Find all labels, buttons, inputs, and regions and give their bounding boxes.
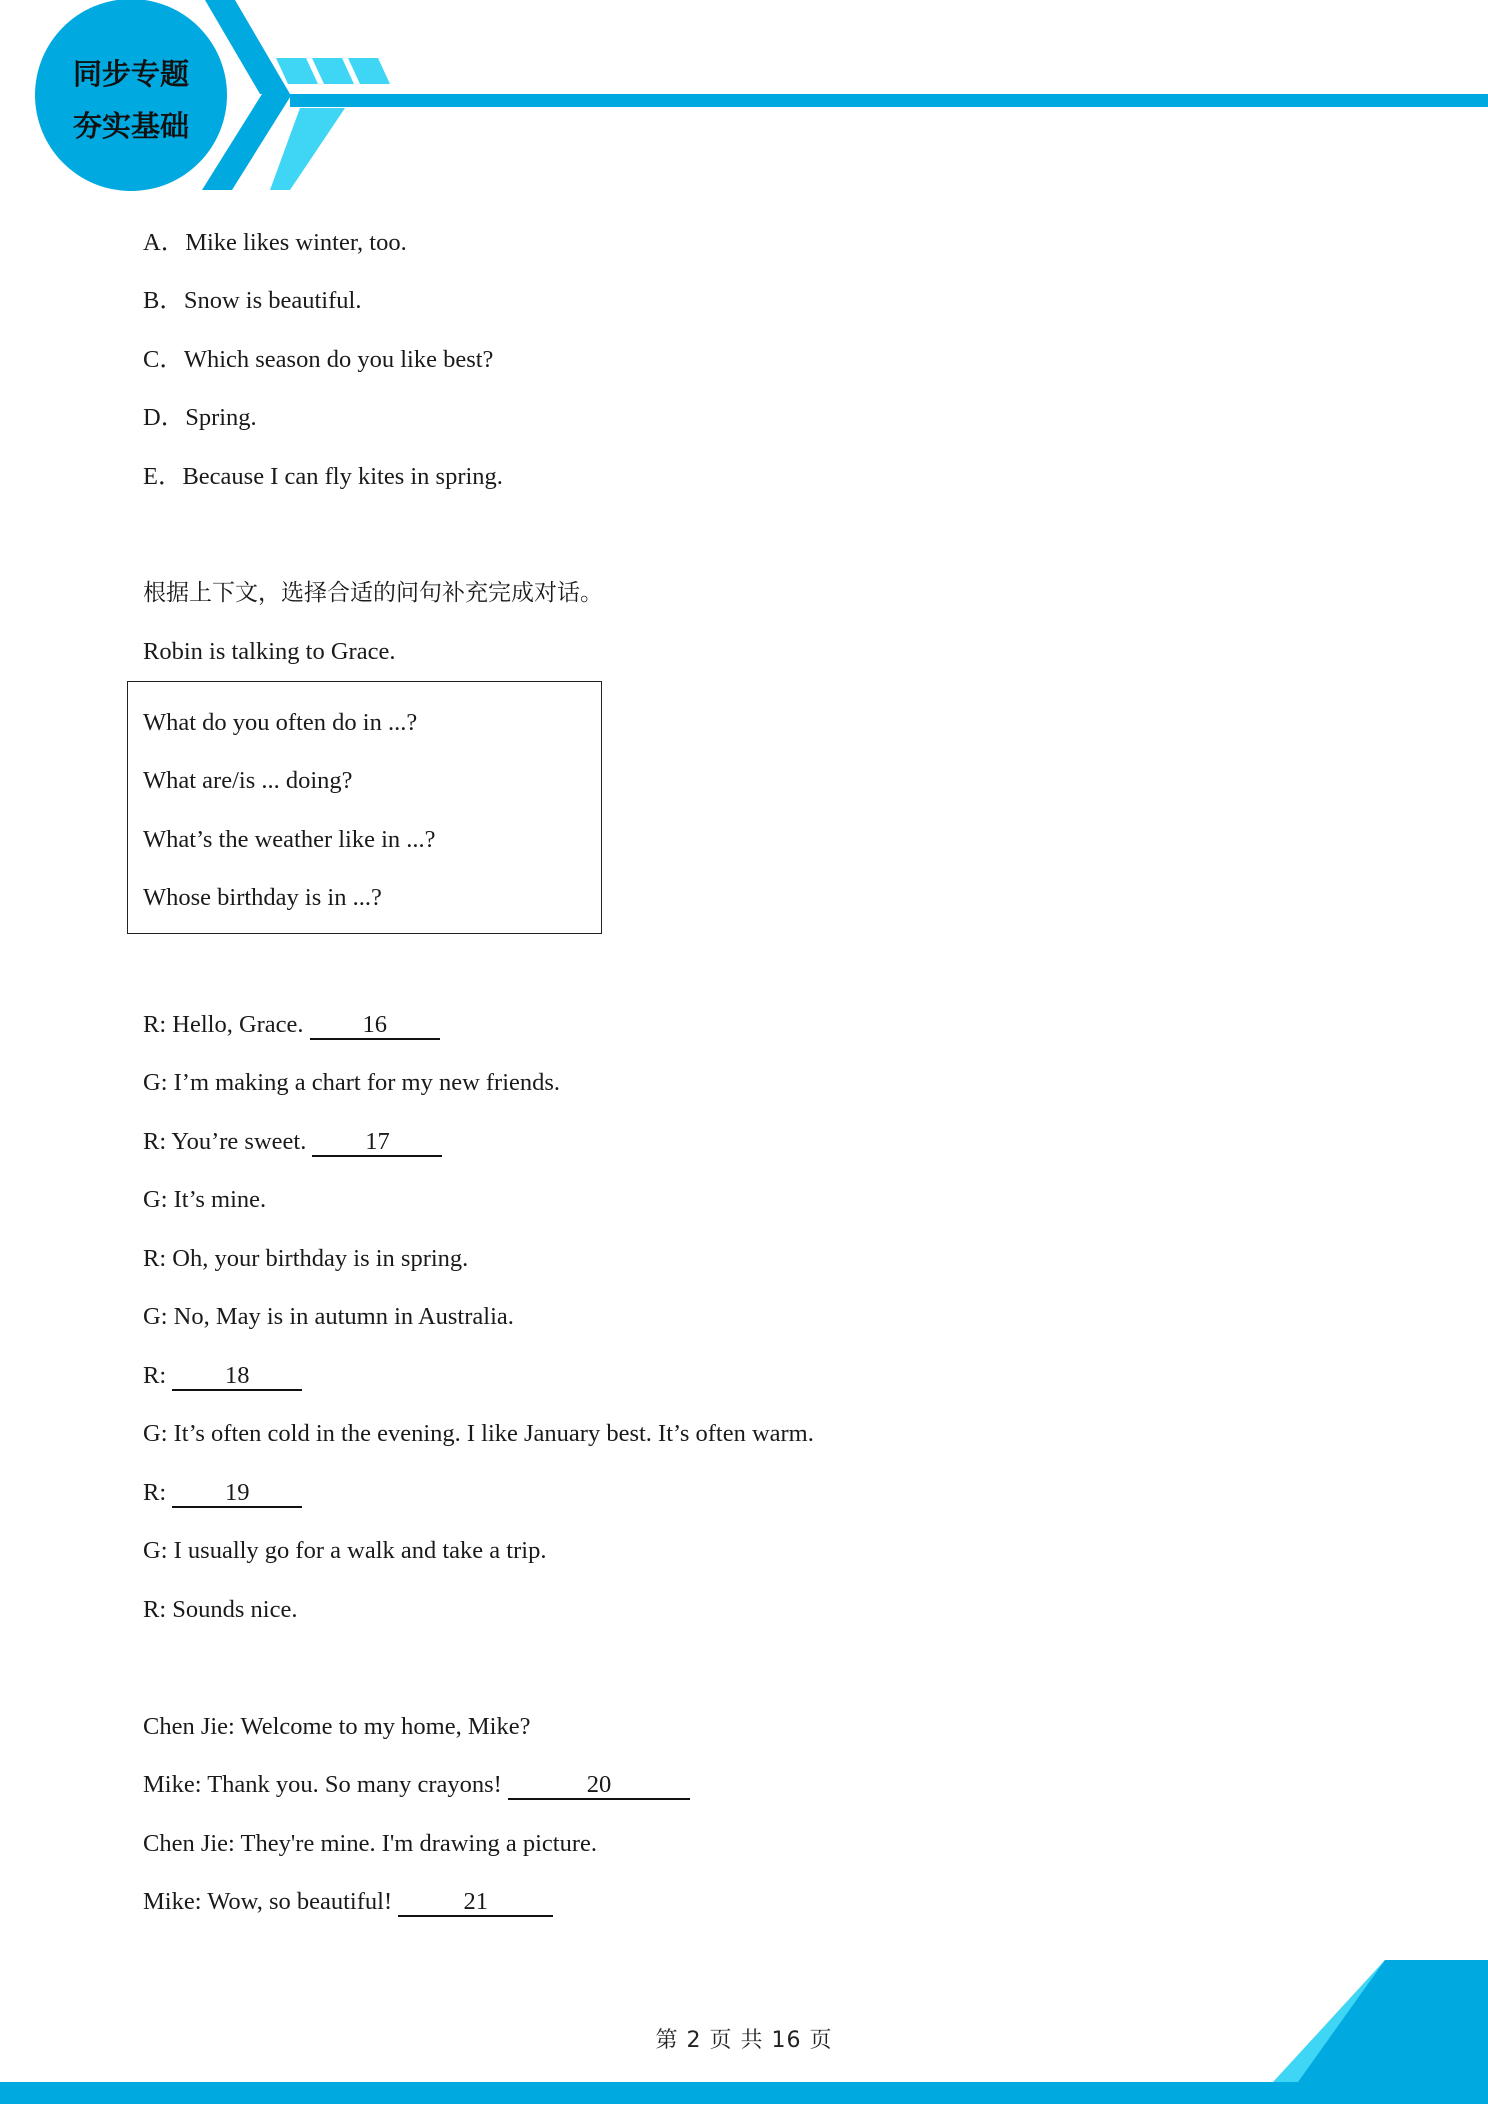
dialogue-line-7 <box>143 1361 302 1391</box>
answer-blank-19: 19 <box>172 1480 302 1508</box>
header-badge-text <box>36 48 226 152</box>
badge-line-2: 夯实基础 <box>72 109 189 143</box>
dialogue-text: R: <box>143 1362 173 1389</box>
answer-blank-21: 21 <box>398 1889 553 1917</box>
answer-blank-20: 20 <box>508 1772 690 1800</box>
dialogue2-line-3: Chen Jie: They're mine. I'm drawing a picture. <box>143 1830 598 1857</box>
dialogue-text: R: Hello, Grace. <box>143 1011 310 1038</box>
section-context: Robin is talking to Grace. <box>143 638 396 665</box>
dialogue-line-9 <box>143 1478 302 1508</box>
dialogue-line-10: G: I usually go for a walk and take a trip. <box>143 1537 547 1564</box>
dialogue-text: Mike: Wow, so beautiful! <box>143 1888 399 1915</box>
dialogue2-line-4 <box>143 1887 553 1917</box>
header-dash-3 <box>348 58 390 84</box>
header-dash-1 <box>276 58 318 84</box>
box-item-2: What are/is ... doing? <box>143 767 353 794</box>
dialogue-line-5: R: Oh, your birthday is in spring. <box>143 1245 469 1272</box>
answer-blank-17: 17 <box>312 1129 442 1157</box>
option-a: A．Mike likes winter, too. <box>143 229 407 256</box>
option-e: E．Because I can fly kites in spring. <box>143 463 503 490</box>
answer-blank-16: 16 <box>310 1012 440 1040</box>
dialogue-line-1 <box>143 1010 440 1040</box>
box-item-3: What’s the weather like in ...? <box>143 826 436 853</box>
dialogue-text: R: <box>143 1479 173 1506</box>
option-b: B．Snow is beautiful. <box>143 287 362 314</box>
header-dash-2 <box>312 58 354 84</box>
dialogue2-line-2 <box>143 1770 690 1800</box>
answer-blank-18: 18 <box>172 1363 302 1391</box>
box-item-1: What do you often do in ...? <box>143 709 418 736</box>
dialogue-line-3 <box>143 1127 442 1157</box>
dialogue-line-11: R: Sounds nice. <box>143 1596 298 1623</box>
dialogue-line-4: G: It’s mine. <box>143 1186 267 1213</box>
dialogue-line-2: G: I’m making a chart for my new friends. <box>143 1069 561 1096</box>
option-c: C．Which season do you like best? <box>143 346 494 373</box>
header-rule <box>290 94 1488 107</box>
footer-rule <box>0 2082 1488 2104</box>
dialogue-text: Mike: Thank you. So many crayons! <box>143 1771 508 1798</box>
page-number: 第 2 页 共 16 页 <box>655 2028 833 2053</box>
section-instruction: 根据上下文，选择合适的问句补充完成对话。 <box>143 580 603 606</box>
option-d: D．Spring. <box>143 404 257 431</box>
footer-stripe-main <box>1298 1960 1488 2082</box>
dialogue-text: R: You’re sweet. <box>143 1128 313 1155</box>
badge-line-1: 同步专题 <box>72 57 189 91</box>
dialogue-line-8: G: It’s often cold in the evening. I like January best. It’s often warm. <box>143 1420 814 1447</box>
box-item-4: Whose birthday is in ...? <box>143 884 382 911</box>
header-chevron-light <box>270 108 345 190</box>
dialogue2-line-1: Chen Jie: Welcome to my home, Mike? <box>143 1713 531 1740</box>
dialogue-line-6: G: No, May is in autumn in Australia. <box>143 1303 514 1330</box>
